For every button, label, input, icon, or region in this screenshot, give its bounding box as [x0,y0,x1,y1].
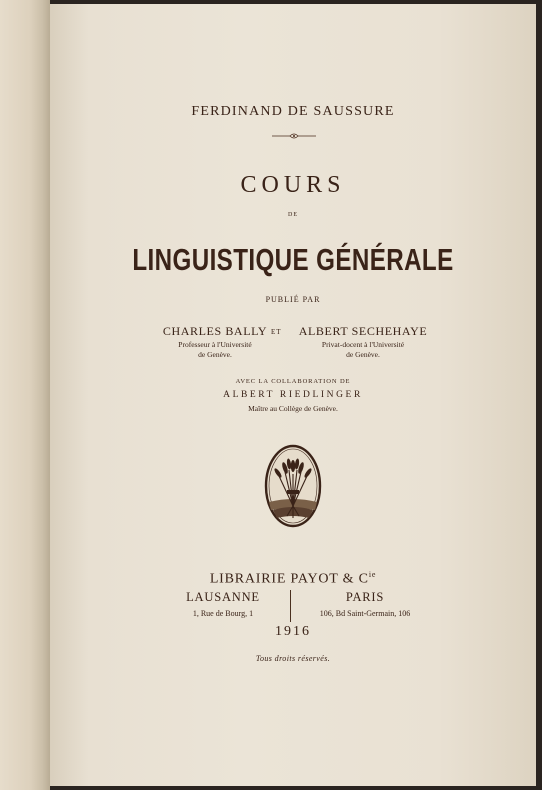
publisher-name [50,570,536,588]
editor-bally [150,324,280,359]
ornament-divider-icon [272,132,316,140]
editors-connector: ET [271,328,282,336]
editor-title-line: de Genève. [198,350,232,359]
publisher-location-lausanne [168,590,278,618]
book-spine-edge [0,0,50,790]
title-connector: DE [288,212,298,218]
rights-notice: Tous droits réservés. [255,654,331,663]
city-name: LAUSANNE [186,590,260,604]
publisher-location-paris [300,590,430,618]
editor-title-line: de Genève. [346,350,380,359]
collaborator-name: ALBERT RIEDLINGER [223,390,363,400]
editor-sechehaye [288,324,438,359]
collaborator-title: Maître au Collège de Genève. [248,404,338,413]
title-page [50,4,536,786]
publisher-name-text: LIBRAIRIE PAYOT & C [209,571,369,587]
city-name: PARIS [345,590,385,604]
editor-title-line: Privat-docent à l'Université [321,340,405,349]
published-by-label: PUBLIÉ PAR [265,295,321,304]
editor-name: ALBERT SECHEHAYE [298,324,428,338]
title-line-cours: COURS [240,172,346,198]
editor-name: CHARLES BALLY [162,324,268,338]
collaboration-label: AVEC LA COLLABORATION DE [235,378,351,385]
city-address: 106, Bd Saint-Germain, 106 [319,609,411,618]
author-name: FERDINAND DE SAUSSURE [191,104,395,119]
publication-year: 1916 [275,624,311,639]
city-address: 1, Rue de Bourg, 1 [192,609,254,618]
location-divider [290,590,291,622]
wheat-sheaf-emblem-icon [263,444,323,528]
publisher-suffix: ie [368,570,377,579]
title-line-main: LINGUISTIQUE GÉNÉRALE [132,242,454,277]
editor-title-line: Professeur à l'Université [178,340,252,349]
